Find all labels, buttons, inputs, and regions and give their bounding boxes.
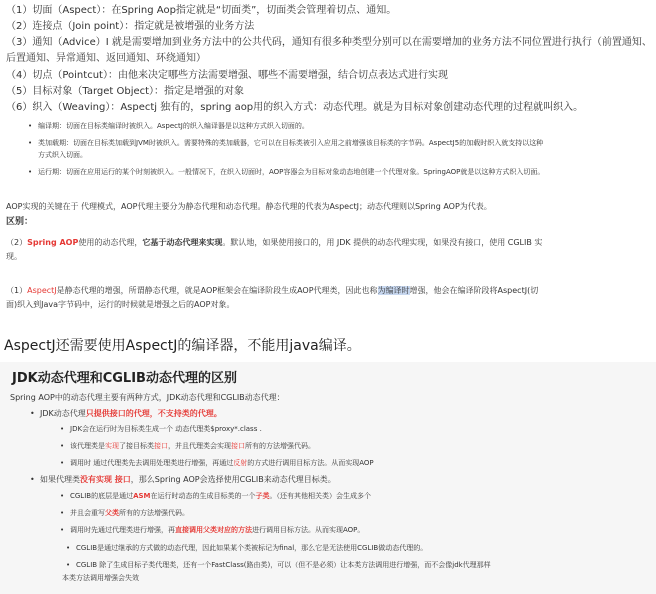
jdk-item-2-g: 所有的方法增强代码。 <box>245 442 315 450</box>
jdk-item-2 <box>70 441 315 451</box>
diff-aspectj-cont: 面)织入到Java字节码中，运行的时候就是增强之后的AOP对象。 <box>6 300 235 309</box>
cglib-item-3 <box>70 525 364 535</box>
weaving-runtime: • 运行期：切面在应用运行的某个时刻被织入。一般情况下，在织入切面时，AOP容器会为目标对象动态地创建一个代理对象。SpringAOP就是以这种方式织入切面。 <box>38 167 544 177</box>
spring-aop-label: Spring AOP <box>27 238 79 247</box>
cglib-a: 如果代理类 <box>40 475 80 484</box>
term-join-point: （2）连接点（Join point）：指定就是被增强的业务方法 <box>6 21 255 32</box>
diff2-mid: 使用的动态代理， <box>78 238 143 247</box>
cglib-item-2-c: 所有的方法增强代码。 <box>119 509 189 517</box>
weaving-class-load-time-cont: 方式织入切面。 <box>38 151 87 159</box>
impl-paragraph: AOP实现的关键在于 代理模式，AOP代理主要分为静态代理和动态代理。静态代理的代表为AspectJ；动态代理则以Spring AOP为代表。 <box>6 202 492 211</box>
cglib-item-2-a: 并且会重写 <box>70 509 105 517</box>
diff1-text-b: 增强，他会在编译阶段将AspectJ(切 <box>409 286 539 295</box>
jdk-item-2-d: 接口 <box>154 442 168 450</box>
diff-spring-aop <box>6 237 542 248</box>
weaving-compile-time: • 编译期：切面在目标类编译时被织入。AspectJ的织入编译器是以这种方式织入切面的。 <box>38 121 309 131</box>
diff-aspectj <box>6 285 538 296</box>
jdk-item-2-e: ，并且代理类会实现 <box>168 442 231 450</box>
jdk-item-2-f: 接口 <box>231 442 245 450</box>
proxy-section-title: JDK动态代理和CGLIB动态代理的区别 <box>12 371 237 386</box>
cglib-item-1-a: CGLIB的底层是通过 <box>70 492 134 500</box>
compiler-note: AspectJ还需要使用AspectJ的编译器，不能用java编译。 <box>4 338 361 354</box>
cglib-item-3-a: 调用时先通过代理类进行增强，再 <box>70 526 175 534</box>
jdk-item-1: • JDK会在运行时为目标类生成一个 动态代理类$proxy*.class . <box>70 424 262 434</box>
diff2-rest: 。默认地，如果使用接口的，用 JDK 提供的动态代理实现，如果没有接口，使用 CGLIB 实 <box>222 238 543 247</box>
aspectj-label: AspectJ <box>27 286 57 295</box>
cglib-sub-2-cont: 本类方法调用增强会失效 <box>62 574 139 582</box>
cglib-item-1-d: 子类 <box>255 492 270 500</box>
term-advice: （3）通知（Advice）I 就是需要增加到业务方法中的公共代码，通知有很多种类型分别可以在需要增加的业务方法不同位置进行执行（前置通知、 <box>6 37 652 48</box>
cglib-item-3-b: 直接调用父类对应的方法 <box>175 526 252 534</box>
diff-block <box>0 188 656 324</box>
cglib-item-2-b: 父类 <box>105 509 119 517</box>
cglib-item-2 <box>70 508 189 518</box>
jdk-item-3 <box>70 458 374 468</box>
cglib-c: ，那么Spring AOP会选择使用CGLIB来动态代理目标类。 <box>130 475 336 484</box>
term-advice-cont: 后置通知、异常通知、返回通知、环绕通知） <box>6 53 206 64</box>
jdk-item-2-a: 该代理类是 <box>70 442 105 450</box>
cglib-item-1-c: 在运行时动态的生成目标类的一个 <box>150 492 256 500</box>
diff1-text-a: 是静态代理的增强，所谓静态代理，就是AOP框架会在编译阶段生成AOP代理类，因此也称 <box>56 286 378 295</box>
diff2-bold: 它基于动态代理来实现 <box>142 238 223 247</box>
diff-spring-aop-cont: 现。 <box>6 252 22 261</box>
jdk-label: JDK动态代理 <box>40 409 86 418</box>
compile-time-highlight: 为编译时 <box>377 286 410 295</box>
term-pointcut: （4）切点（Pointcut）：由他来决定哪些方法需要增强、哪些不需要增强，结合切点表达式进行实现 <box>6 70 448 81</box>
diff-title: 区别： <box>6 217 34 227</box>
jdk-item-2-c: 了接目标类 <box>119 442 154 450</box>
jdk-item-3-b: 反射 <box>233 459 248 467</box>
jdk-proxy-item <box>40 408 222 419</box>
jdk-item-3-c: 的方式进行调用目标方法。从而实现AOP <box>247 459 374 467</box>
cglib-item-1-e: 。（还有其他相关类）会生成多个 <box>269 492 372 500</box>
cglib-item-1-b: ASM <box>133 492 151 500</box>
cglib-sub-1: • CGLIB是通过继承的方式做的动态代理，因此如果某个类被标记为final，那么它是无法使用CGLIB做动态代理的。 <box>76 543 427 553</box>
proxy-diff-block <box>0 362 656 594</box>
cglib-proxy-item <box>40 474 336 485</box>
jdk-red-text: 只提供接口的代理，不支持类的代理。 <box>85 409 222 418</box>
cglib-sub-2: • CGLIB 除了生成目标子类代理类，还有一个FastClass(路由类)，可以（但不是必须）让本类方法调用进行增强，而不会像jdk代理那样 <box>76 560 491 570</box>
diff1-prefix: （1） <box>6 286 28 295</box>
cglib-b: 没有实现 接口 <box>80 475 131 484</box>
weaving-class-load-time: • 类加载期：切面在目标类加载到JVM时被织入。需要特殊的类加载器，它可以在目标类被引入应用之前增强该目标类的字节码。AspectJ5的加载时织入就支持以这种 <box>38 138 543 148</box>
cglib-item-3-c: 进行调用目标方法。从而实现AOP。 <box>252 526 365 534</box>
aop-terms-block <box>0 0 656 188</box>
term-aspect: （1）切面（Aspect）：在Spring Aop指定就是“切面类”，切面类会管理着切点、通知。 <box>6 5 397 16</box>
term-target-object: （5）目标对象（Target Object）：指定是增强的对象 <box>6 86 245 97</box>
term-weaving: （6）织入（Weaving）：Aspectj 独有的，spring aop用的织入方式：动态代理。就是为目标对象创建动态代理的过程就叫织入。 <box>6 102 584 113</box>
jdk-item-3-a: 调用时 通过代理类先去调用处理类进行增强，再通过 <box>70 459 234 467</box>
jdk-item-2-b: 实现 <box>105 442 119 450</box>
proxy-intro: Spring AOP中的动态代理主要有两种方式，JDK动态代理和CGLIB动态代理： <box>10 393 285 402</box>
cglib-item-1 <box>70 491 371 501</box>
diff2-prefix: （2） <box>6 238 28 247</box>
